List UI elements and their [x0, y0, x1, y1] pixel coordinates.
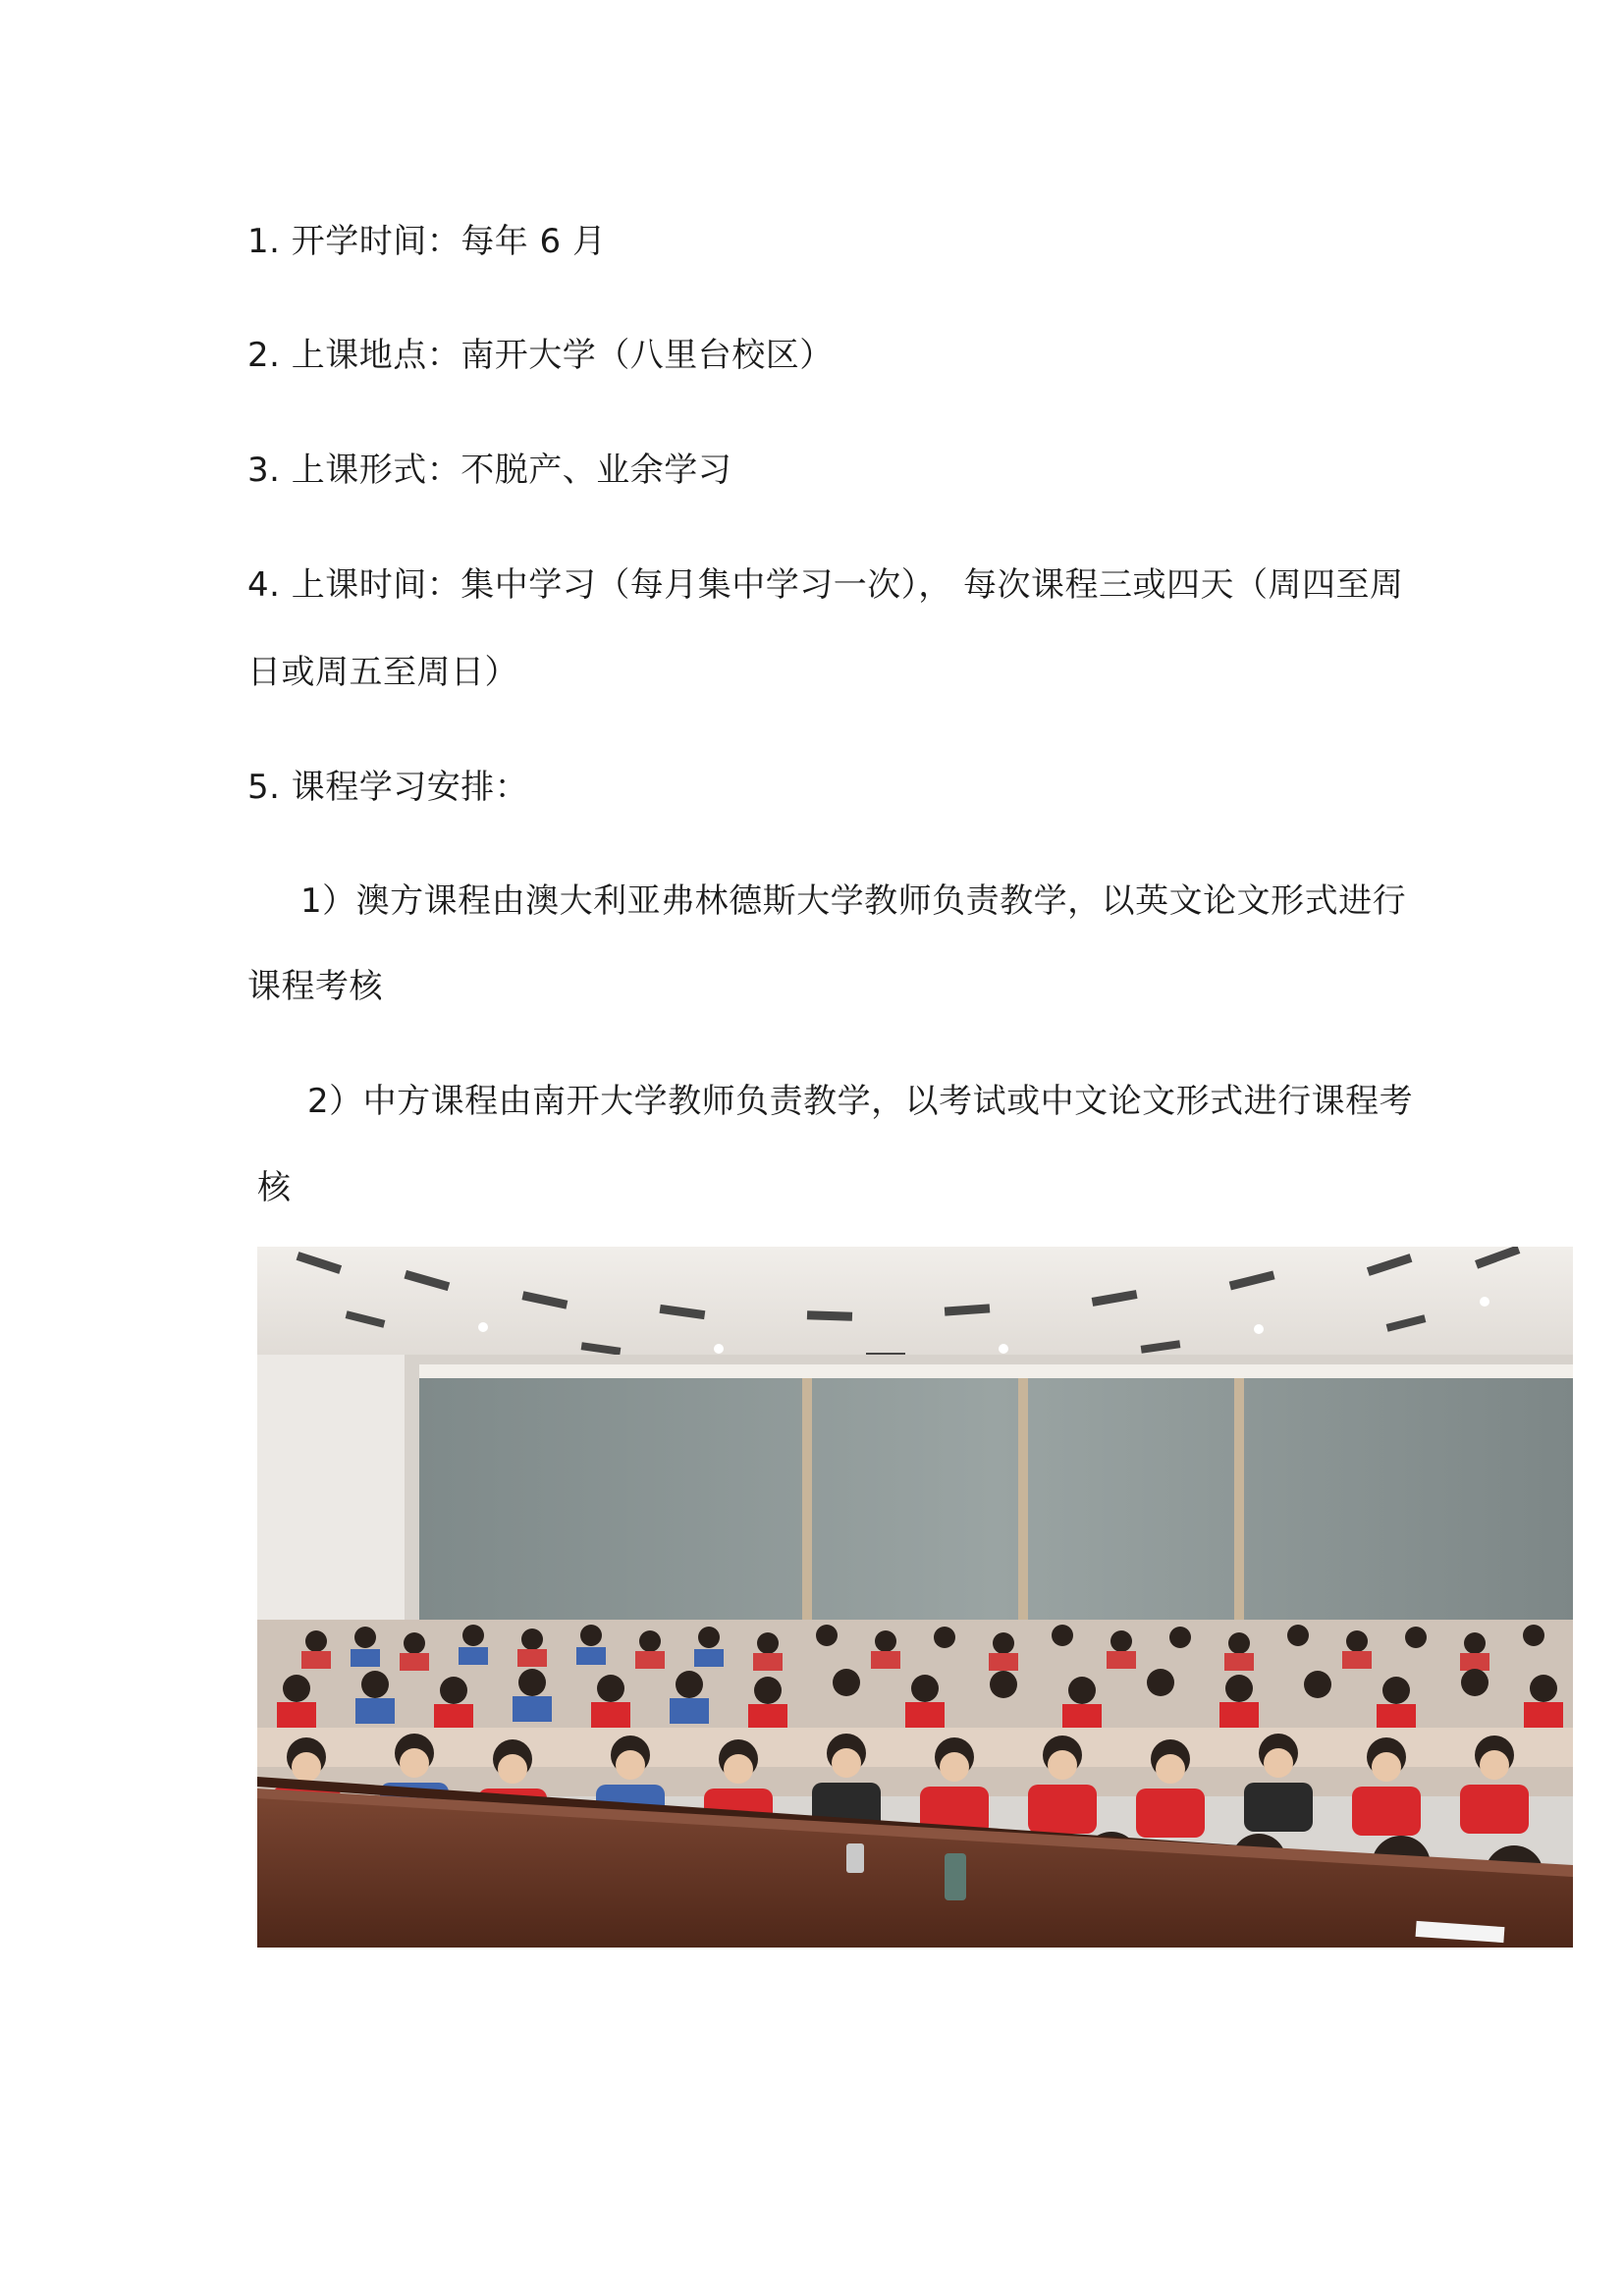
item-chinese-courses: 2）中方课程由南开大学教师负责教学，以考试或中文论文形式进行课程考 — [307, 1082, 1414, 1121]
item-class-location: 2. 上课地点：南开大学（八里台校区） — [247, 336, 834, 375]
item-class-time: 4. 上课时间：集中学习（每月集中学习一次）， 每次课程三或四天（周四至周 — [247, 565, 1404, 605]
item-chinese-courses-cont: 核 — [257, 1168, 292, 1207]
item-class-format: 3. 上课形式：不脱产、业余学习 — [247, 451, 732, 490]
item-class-time-cont: 日或周五至周日） — [247, 653, 518, 692]
item-australian-courses: 1）澳方课程由澳大利亚弗林德斯大学教师负责教学，以英文论文形式进行 — [300, 881, 1407, 921]
item-enrollment-time: 1. 开学时间：每年 6 月 — [247, 222, 607, 261]
item-australian-courses-cont: 课程考核 — [247, 967, 383, 1006]
classroom-photo-illustration — [257, 1247, 1573, 1948]
classroom-photo — [257, 1247, 1573, 1948]
item-course-arrangement: 5. 课程学习安排： — [247, 768, 529, 807]
